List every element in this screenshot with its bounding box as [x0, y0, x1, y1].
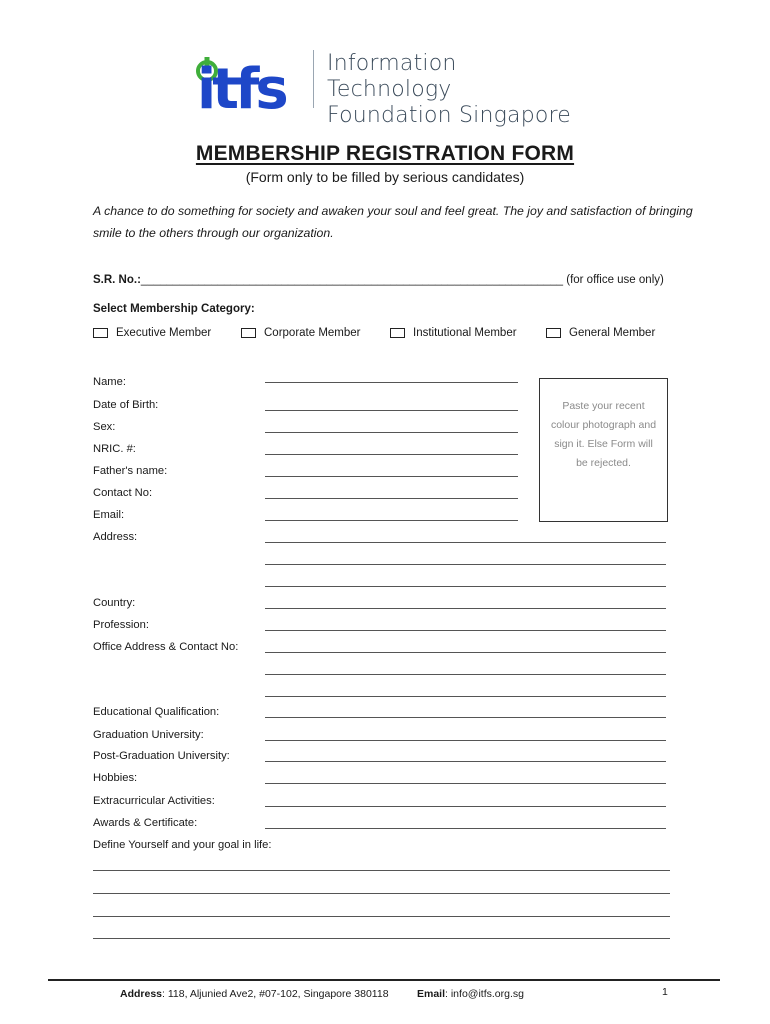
- checkbox[interactable]: [241, 328, 256, 338]
- office-address-field-line[interactable]: [265, 652, 666, 653]
- define-yourself-field-line[interactable]: [93, 938, 670, 939]
- footer-address: [120, 988, 389, 1000]
- country-field[interactable]: [265, 608, 666, 609]
- define-yourself-field-line[interactable]: [93, 893, 670, 894]
- email-field[interactable]: [265, 520, 518, 521]
- checkbox[interactable]: [93, 328, 108, 338]
- photo-box[interactable]: [539, 378, 668, 522]
- nric-label: NRIC. #:: [93, 443, 136, 455]
- logo-org-name: [327, 51, 583, 129]
- address-field-line[interactable]: [265, 542, 666, 543]
- category-executive[interactable]: [93, 327, 211, 339]
- category-label-text: Corporate Member: [264, 327, 361, 339]
- form-subtitle: (Form only to be filled by serious candidates): [245, 169, 525, 185]
- category-label-text: General Member: [569, 327, 656, 339]
- hobbies-label: Hobbies:: [93, 772, 138, 784]
- org-name-line1: Information Technology: [327, 51, 457, 102]
- logo-mark-text: itfs: [197, 57, 285, 114]
- sex-label: Sex:: [93, 421, 116, 433]
- address-field-line[interactable]: [265, 586, 666, 587]
- graduation-label: Graduation University:: [93, 729, 204, 741]
- contact-label: Contact No:: [93, 487, 153, 499]
- father-name-label: Father's name:: [93, 465, 168, 477]
- sr-blank[interactable]: __________________________________________________________________: [140, 274, 564, 286]
- awards-label: Awards & Certificate:: [93, 817, 198, 829]
- define-yourself-label: Define Yourself and your goal in life:: [93, 839, 272, 851]
- category-label: Select Membership Category:: [93, 303, 255, 315]
- form-title: MEMBERSHIP REGISTRATION FORM: [195, 142, 575, 165]
- category-general[interactable]: [546, 327, 655, 339]
- category-institutional[interactable]: [390, 327, 517, 339]
- define-yourself-field-line[interactable]: [93, 870, 670, 871]
- profession-label: Profession:: [93, 619, 149, 631]
- sr-number-row: [93, 274, 664, 286]
- itfs-logo-mark: [193, 44, 309, 114]
- address-field-line[interactable]: [265, 564, 666, 565]
- contact-field[interactable]: [265, 498, 518, 499]
- extracurricular-label: Extracurricular Activities:: [93, 795, 215, 807]
- father-name-field[interactable]: [265, 476, 518, 477]
- dob-label: Date of Birth:: [93, 399, 159, 411]
- footer-address-value: : 118, Aljunied Ave2, #07-102, Singapore 380118: [162, 988, 389, 1000]
- email-label: Email:: [93, 509, 125, 521]
- category-corporate[interactable]: [241, 327, 361, 339]
- nric-field[interactable]: [265, 454, 518, 455]
- dob-field[interactable]: [265, 410, 518, 411]
- education-field[interactable]: [265, 717, 666, 718]
- category-label-text: Institutional Member: [413, 327, 517, 339]
- postgrad-label: Post-Graduation University:: [93, 750, 230, 762]
- checkbox[interactable]: [546, 328, 561, 338]
- sex-field[interactable]: [265, 432, 518, 433]
- education-label: Educational Qualification:: [93, 706, 220, 718]
- sr-label: S.R. No.:: [93, 274, 141, 286]
- hobbies-field[interactable]: [265, 783, 666, 784]
- postgrad-field[interactable]: [265, 761, 666, 762]
- footer-email-label: Email: [417, 988, 446, 1000]
- country-label: Country:: [93, 597, 136, 609]
- category-label-text: Executive Member: [116, 327, 212, 339]
- name-label: Name:: [93, 376, 126, 388]
- intro-text: A chance to do something for society and awaken your soul and feel great. The joy and satisfaction of bringing smile to the others through our organization.: [93, 204, 693, 240]
- graduation-field[interactable]: [265, 740, 666, 741]
- office-address-field-line[interactable]: [265, 674, 666, 675]
- itfs-logo: [193, 44, 583, 128]
- sr-note: (for office use only): [563, 274, 664, 286]
- address-label: Address:: [93, 531, 138, 543]
- name-field[interactable]: [265, 382, 518, 383]
- footer-email: [417, 988, 524, 1000]
- checkbox[interactable]: [390, 328, 405, 338]
- footer-email-value[interactable]: : info@itfs.org.sg: [445, 988, 524, 1000]
- awards-field[interactable]: [265, 828, 666, 829]
- footer-rule: [48, 979, 720, 981]
- photo-note: Paste your recent colour photograph and sign it. Else Form will be rejected.: [550, 400, 657, 469]
- extracurricular-field[interactable]: [265, 806, 666, 807]
- profession-field[interactable]: [265, 630, 666, 631]
- page-number: 1: [662, 986, 668, 998]
- office-address-label: Office Address & Contact No:: [93, 641, 239, 653]
- office-address-field-line[interactable]: [265, 696, 666, 697]
- define-yourself-field-line[interactable]: [93, 916, 670, 917]
- logo-divider: [313, 50, 314, 108]
- footer-address-label: Address: [120, 988, 163, 1000]
- org-name-line2: Foundation Singapore: [327, 103, 572, 128]
